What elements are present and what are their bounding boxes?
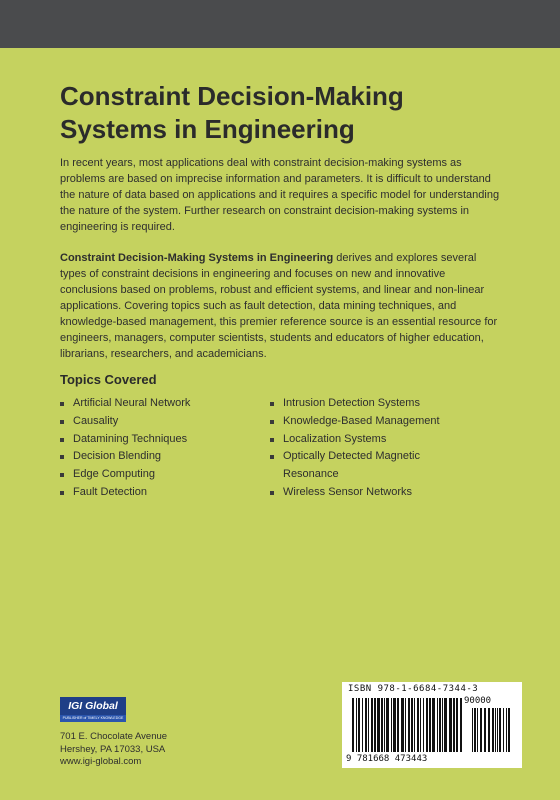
address-city: Hershey, PA 17033, USA (60, 743, 166, 755)
cover-top-band (0, 0, 560, 48)
publisher-logo-tagline: PUBLISHER of TIMELY KNOWLEDGE (60, 715, 126, 722)
description-paragraph-2-text: derives and explores several types of constraint decisions in engineering and focuses on new and innovative conclusions based on problems, robust and efficient systems, and linear and non-linear applications. Covering topics such as fault detection, data mining techniques, and knowledge-based management, this premier reference source is an essential resource for engineers, managers, computer scientists, students and educators of higher education, librarians, researchers, and academicians. (60, 252, 498, 360)
isbn-label: ISBN 978-1-6684-7344-3 (348, 684, 479, 694)
description-paragraph-2 (60, 250, 500, 362)
description-paragraph-1: In recent years, most applications deal with constraint decision-making systems as problems are based on imprecise information and parameters. It is difficult to understand the nature of data based on applications and it requires a specific model for understanding the nature of the system. Further research on constraint decision-making systems in engineering is required. (60, 157, 500, 233)
publisher-website: www.igi-global.com (60, 756, 142, 767)
book-title-inline: Constraint Decision-Making Systems in Engineering (60, 252, 334, 264)
barcode-image (350, 698, 514, 754)
barcode-box (342, 682, 522, 768)
topic-item: Edge Computing (60, 466, 260, 484)
topic-item: Decision Blending (60, 448, 260, 466)
book-title: Constraint Decision-Making Systems in Engineering (60, 81, 404, 144)
topic-item: Intrusion Detection Systems (270, 395, 450, 413)
topic-item: Localization Systems (270, 431, 450, 449)
topic-item: Fault Detection (60, 484, 260, 502)
publisher-logo (60, 697, 126, 725)
topics-list-right (270, 395, 450, 502)
topic-item: Wireless Sensor Networks (270, 484, 450, 502)
topic-item: Knowledge-Based Management (270, 413, 450, 431)
barcode-number: 9 781668 473443 (346, 754, 428, 764)
topic-item: Optically Detected Magnetic Resonance (270, 448, 450, 484)
topic-item: Causality (60, 413, 260, 431)
address-street: 701 E. Chocolate Avenue (60, 731, 168, 742)
price-code: 90000 (464, 696, 492, 706)
publisher-logo-text: IGI Global (60, 697, 126, 715)
publisher-address (60, 731, 167, 769)
topic-item: Datamining Techniques (60, 431, 260, 449)
topics-list-left (60, 395, 260, 502)
topics-heading: Topics Covered (60, 372, 157, 387)
topic-item: Artificial Neural Network (60, 395, 260, 413)
